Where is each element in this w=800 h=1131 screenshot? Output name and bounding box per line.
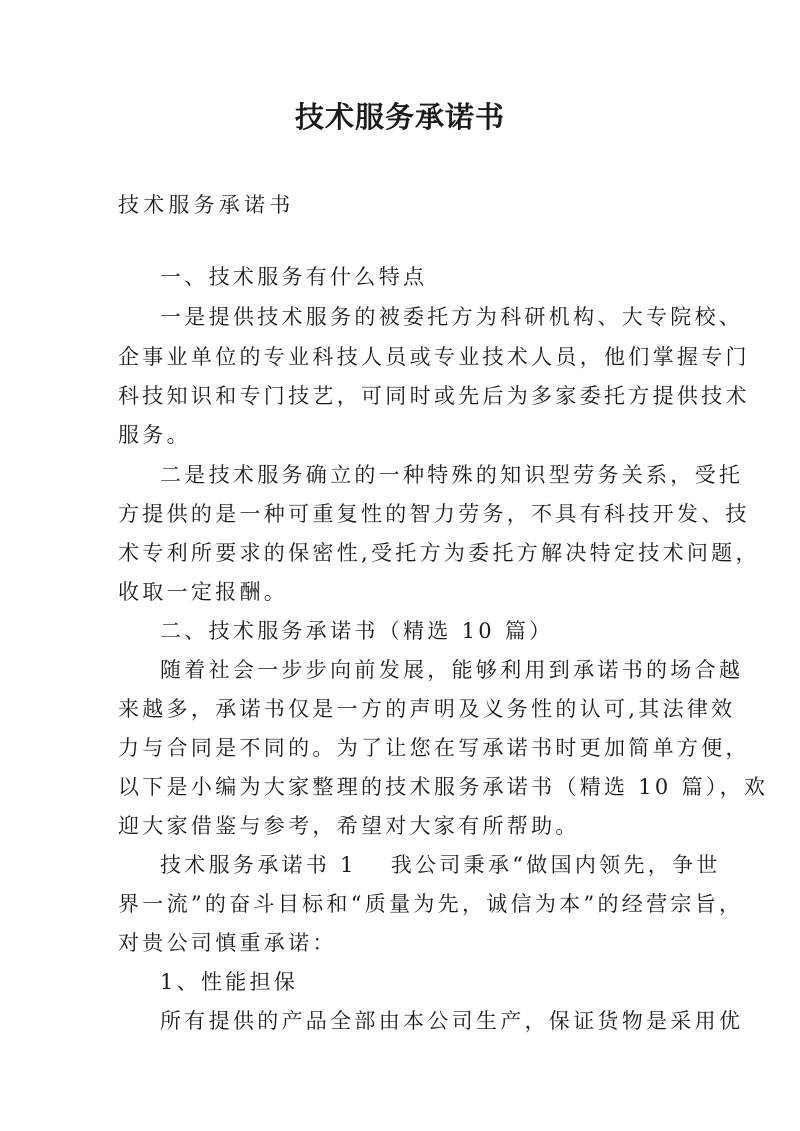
paragraph-text: 我公司秉承“做国内领先，争世 [390, 853, 721, 877]
paragraph-line: 来越多，承诺书仅是一方的声明及义务性的认可,其法律效 [118, 697, 736, 721]
paragraph-line: 迎大家借鉴与参考，希望对大家有所帮助。 [118, 814, 580, 838]
paragraph-line: 二是技术服务确立的一种特殊的知识型劳务关系，受托 [160, 463, 744, 487]
paragraph-line: 收取一定报酬。 [118, 580, 289, 604]
document-title: 技术服务承诺书 [294, 100, 505, 134]
item-heading: 1、性能担保 [160, 970, 299, 994]
paragraph-line [160, 850, 740, 880]
paragraph-line: 随着社会一步步向前发展，能够利用到承诺书的场合越 [160, 658, 744, 682]
section-heading: 二、技术服务承诺书（精选 10 篇） [160, 619, 554, 643]
paragraph-line: 以下是小编为大家整理的技术服务承诺书（精选 10 篇），欢 [118, 775, 769, 799]
paragraph-line: 一是提供技术服务的被委托方为科研机构、大专院校、 [160, 305, 744, 329]
paragraph-line: 科技知识和专门技艺，可同时或先后为多家委托方提供技术 [118, 384, 750, 408]
paragraph-line: 力与合同是不同的。为了让您在写承诺书时更加简单方便， [118, 736, 750, 760]
paragraph-line: 企事业单位的专业科技人员或专业技术人员，他们掌握专门 [118, 345, 750, 369]
paragraph-line: 对贵公司慎重承诺： [118, 931, 337, 955]
letter-heading: 技术服务承诺书 1 [160, 853, 357, 877]
paragraph-line: 服务。 [118, 423, 191, 447]
document-subtitle: 技术服务承诺书 [118, 193, 295, 217]
paragraph-line: 术专利所要求的保密性,受托方为委托方解决特定技术问题， [118, 541, 760, 565]
section-heading: 一、技术服务有什么特点 [160, 265, 428, 289]
paragraph-line: 方提供的是一种可重复性的智力劳务，不具有科技开发、技 [118, 502, 750, 526]
paragraph-line: 所有提供的产品全部由本公司生产，保证货物是采用优 [160, 1009, 744, 1033]
paragraph-line: 界一流”的奋斗目标和“质量为先，诚信为本”的经营宗旨， [118, 892, 744, 916]
